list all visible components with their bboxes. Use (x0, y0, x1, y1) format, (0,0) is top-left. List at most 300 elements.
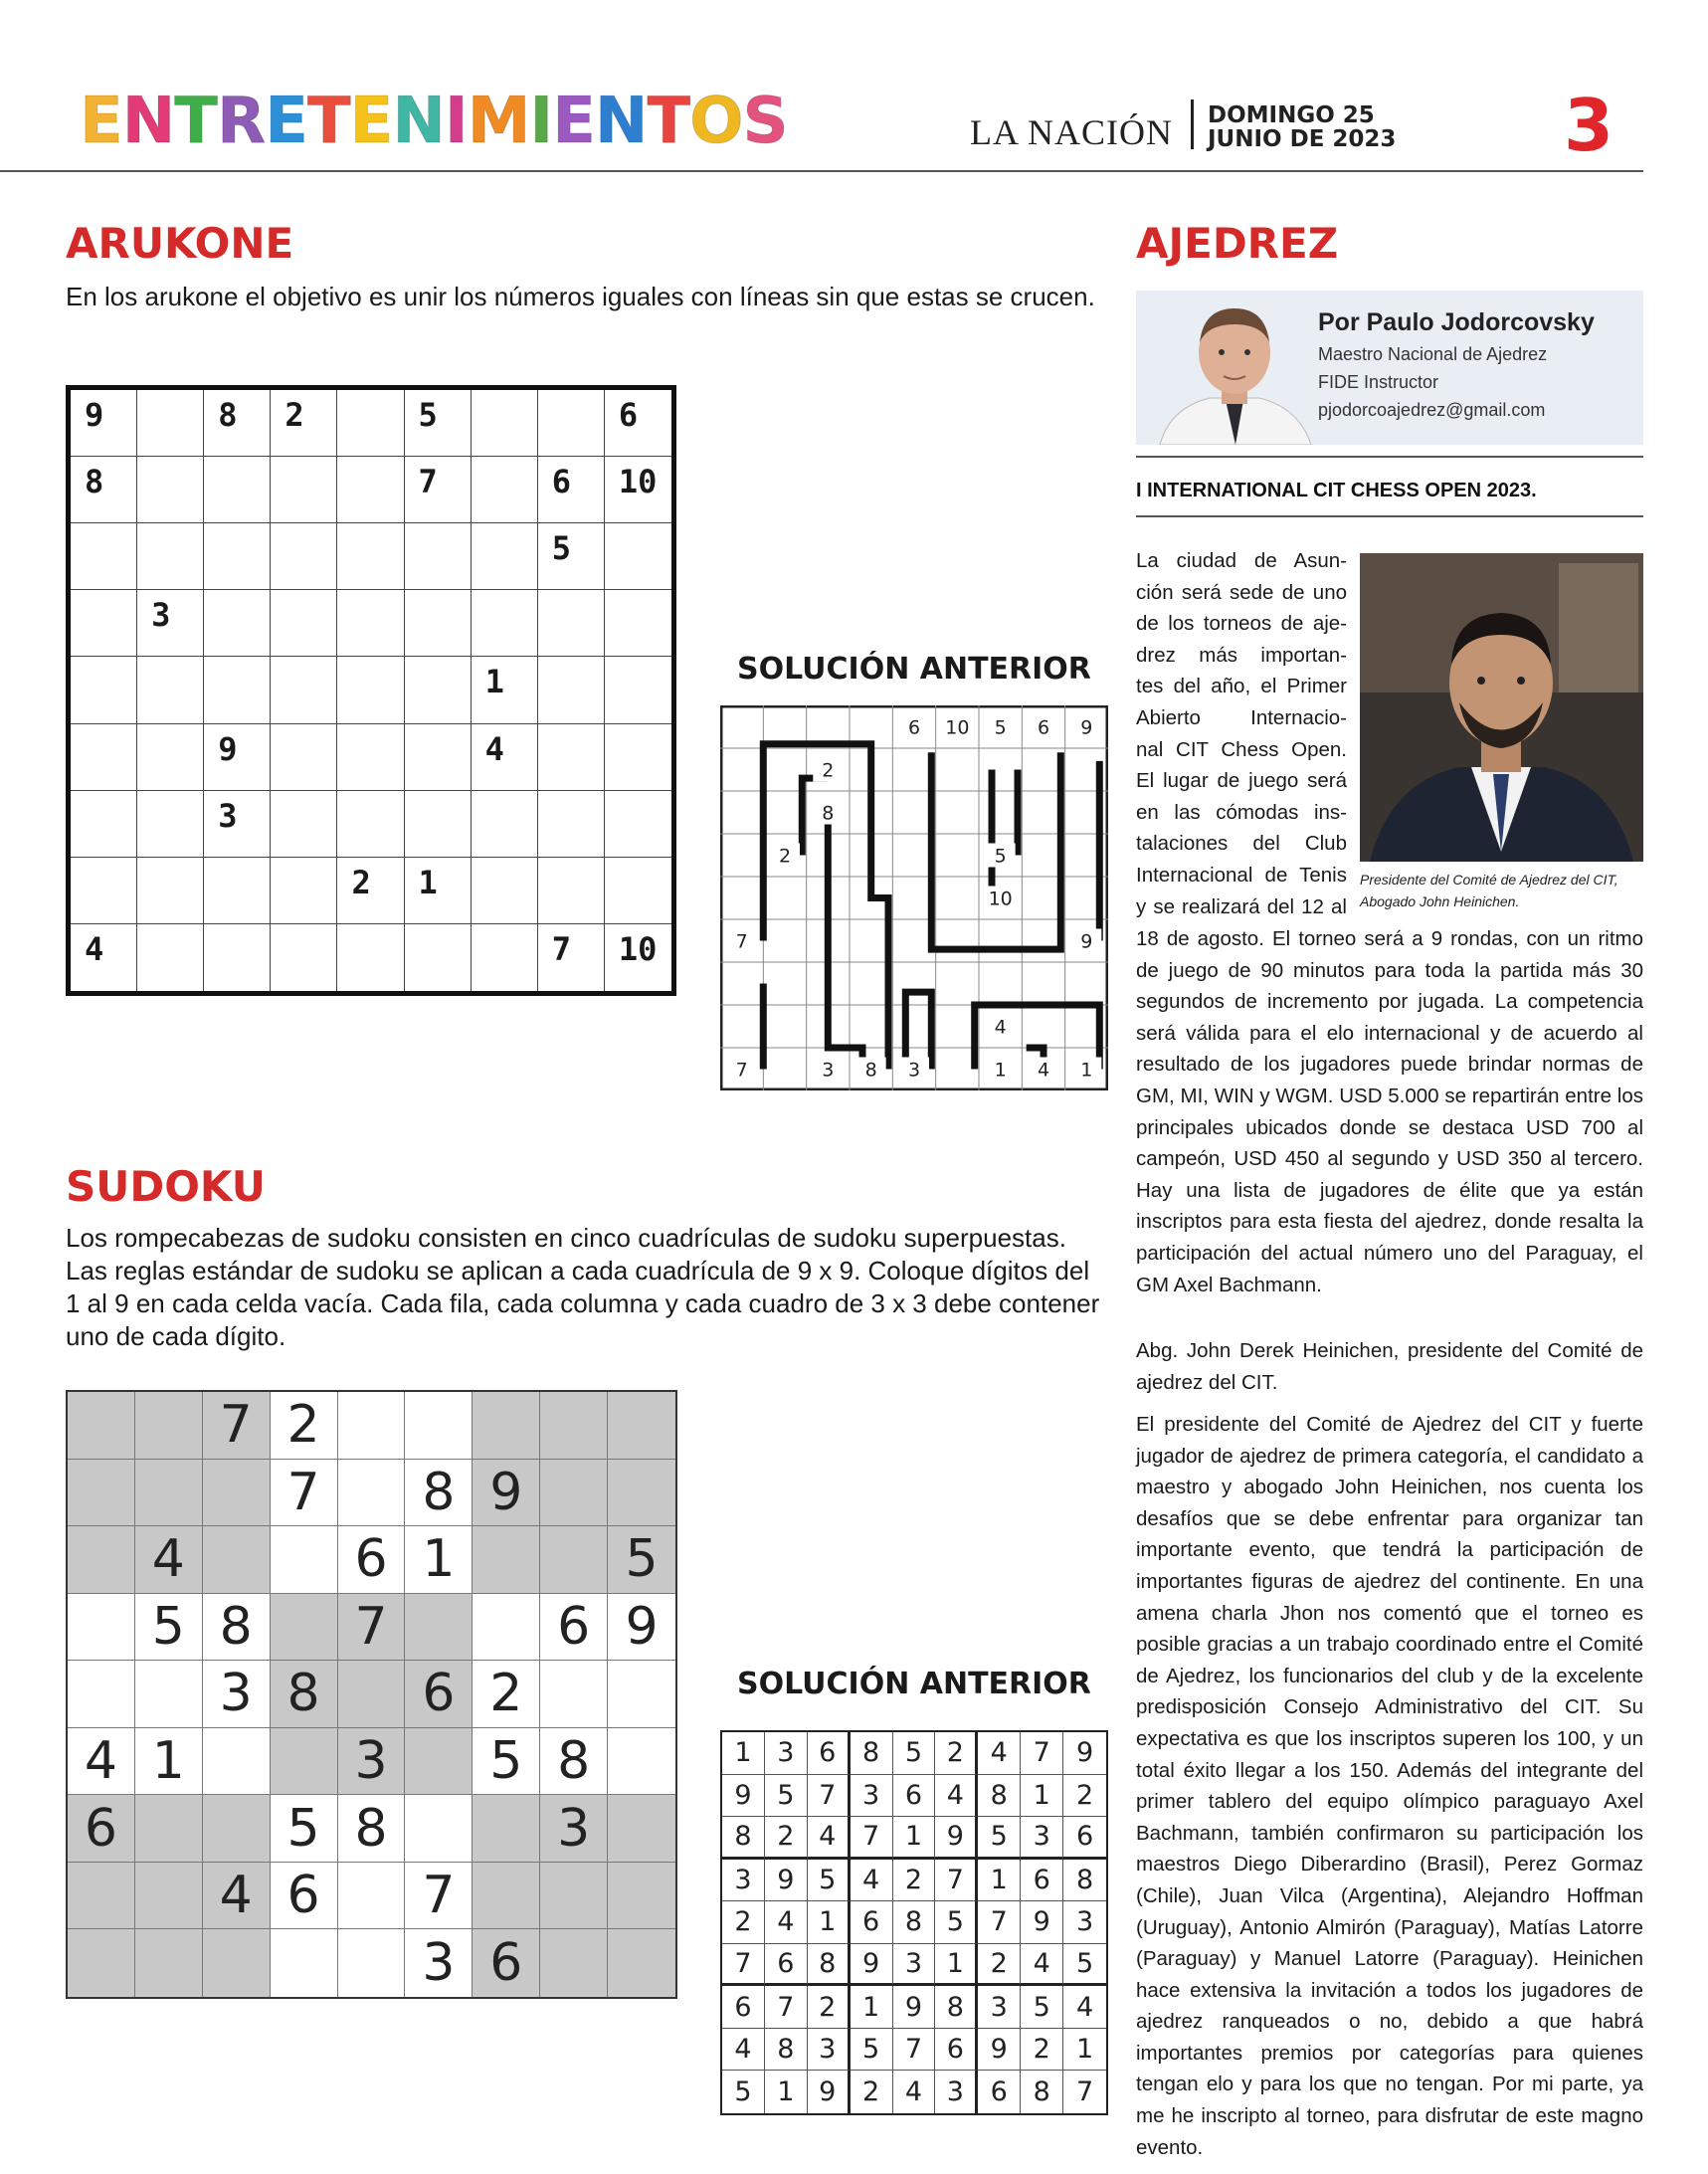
masthead-letter: N (392, 85, 443, 158)
solution-number: 2 (778, 845, 792, 868)
article-lead-line: ción será sede de uno (1136, 580, 1347, 604)
sudoku-solution-cell: 9 (978, 2029, 1021, 2072)
sudoku-solution-cell: 9 (851, 1944, 893, 1987)
arukone-cell (538, 924, 605, 991)
sudoku-solution-cell: 2 (1063, 1775, 1106, 1818)
arukone-cell (538, 724, 605, 791)
sudoku-solution-cell: 7 (1021, 1732, 1063, 1775)
article-lead-line: Abierto Internacio- (1136, 705, 1347, 729)
arukone-cell (271, 791, 337, 858)
arukone-clue: 5 (551, 529, 572, 568)
arukone-clue: 8 (85, 463, 104, 501)
arukone-cell (137, 791, 204, 858)
sudoku-cell: 3 (405, 1929, 473, 1997)
arukone-cell (204, 858, 271, 924)
sudoku-solution-cell: 3 (1021, 1817, 1063, 1860)
date-day: DOMINGO 25 (1208, 102, 1375, 128)
sudoku-puzzle-grid (66, 1390, 677, 1999)
sudoku-cell (608, 1929, 675, 1997)
sudoku-solution-cell: 3 (978, 1986, 1021, 2029)
arukone-puzzle-grid (66, 385, 676, 996)
sudoku-cell: 4 (203, 1863, 271, 1930)
arukone-clue: 6 (551, 463, 572, 501)
sudoku-solution-cell: 1 (808, 1901, 851, 1944)
arukone-title: ARUKONE (66, 219, 294, 268)
arukone-cell (405, 523, 472, 590)
arukone-cell (71, 457, 137, 523)
arukone-cell (137, 390, 204, 457)
arukone-cell (271, 657, 337, 723)
arukone-cell (472, 390, 538, 457)
sudoku-cell (540, 1526, 608, 1594)
sudoku-solution-cell: 5 (1021, 1986, 1063, 2029)
arukone-cell (71, 791, 137, 858)
sudoku-cell (540, 1929, 608, 1997)
arukone-cell (204, 523, 271, 590)
arukone-cell (405, 924, 472, 991)
arukone-cell (137, 657, 204, 723)
masthead-letter: E (552, 85, 593, 158)
sudoku-cell (540, 1863, 608, 1930)
masthead-letter: E (265, 85, 305, 158)
sudoku-solution-cell: 8 (765, 2029, 808, 2072)
solution-number: 2 (822, 759, 835, 782)
arukone-clue: 10 (618, 929, 658, 968)
sudoku-cell (338, 1661, 406, 1728)
solution-number: 6 (1037, 716, 1050, 739)
sudoku-solution-cell: 8 (935, 1986, 978, 2029)
sudoku-cell (271, 1728, 338, 1796)
sudoku-solution-cell: 9 (808, 2071, 851, 2113)
sudoku-solution-cell: 1 (935, 1944, 978, 1987)
sudoku-solution-cell: 8 (978, 1775, 1021, 1818)
sudoku-solution-cell: 1 (978, 1860, 1021, 1902)
sudoku-solution-cell: 6 (722, 1986, 765, 2029)
sudoku-cell: 8 (271, 1661, 338, 1728)
sudoku-cell (405, 1795, 473, 1863)
photo-caption: Presidente del Comité de Ajedrez del CIT, Abogado John Heinichen. (1360, 872, 1618, 909)
sudoku-solution-cell: 3 (1063, 1901, 1106, 1944)
sudoku-cell (135, 1863, 203, 1930)
article-rule (1136, 515, 1643, 517)
sudoku-solution-cell: 2 (893, 1860, 936, 1902)
arukone-cell (204, 657, 271, 723)
arukone-cell (472, 791, 538, 858)
sudoku-solution-cell: 2 (1021, 2029, 1063, 2072)
article-paragraph: El presidente del Comité de Ajedrez del CIT y fuerte jugador de ajedrez de primera categoría, el candidato a maestro y abogado John Heinichen, nos cuenta los desafíos que se debe enfrentar para organizar tan importante evento, que tendrá la participación de importantes figuras de ajedrez del continente. En una amena charla Jhon nos comentó que el torneo es posible gracias a un trabajo coordinado entre el Comité de Ajedrez, los funcionarios del club y de la excelente predisposición Consejo Administrativo del CIT. Su expectativa es que los inscriptos superen los 100, y un total éxito llegar a los 150. Además del integrante del primer tablero del equipo olímpico paraguayo Axel Bachmann, también confirmaron su participación los maestros Diego Diberardino (Brasil), Perez Gormaz (Chile), Juan Vilca (Argentina), Alejandro Hoffman (Uruguay), Antonio Almirón (Paraguay), Matías Latorre (Paraguay) y Manuel Latorre (Paraguay). Heinichen hace extensiva la invitación a todos los jugadores de ajedrez ranqueados o no, debido a que habrá importantes premios por categorías para quienes tengan elo y para los que no tengan. Por mi parte, ya me he inscripto al torneo, para disfrutar de este magno evento. (1136, 1413, 1643, 2159)
sudoku-cell: 6 (271, 1863, 338, 1930)
masthead-letter: M (467, 85, 528, 158)
sudoku-solution-cell: 5 (722, 2071, 765, 2113)
sudoku-cell: 9 (608, 1594, 675, 1662)
arukone-cell (472, 457, 538, 523)
sudoku-solution-cell: 9 (893, 1986, 936, 2029)
sudoku-solution-cell: 6 (1021, 1860, 1063, 1902)
sudoku-cell: 8 (203, 1594, 271, 1662)
arukone-clue: 9 (218, 729, 238, 768)
sudoku-solution-cell: 1 (893, 1817, 936, 1860)
arukone-cell (405, 858, 472, 924)
arukone-cell (204, 457, 271, 523)
sudoku-intro-line: 1 al 9 en cada celda vacía. Cada fila, cada columna y cada cuadro de 3 x 3 debe contener (66, 1288, 1100, 1318)
sudoku-cell (135, 1661, 203, 1728)
sudoku-solution-cell: 8 (851, 1732, 893, 1775)
arukone-cell (538, 858, 605, 924)
arukone-cell (405, 590, 472, 657)
arukone-cell (337, 858, 404, 924)
solution-number: 1 (1080, 1059, 1093, 1082)
arukone-clue: 10 (618, 463, 658, 501)
sudoku-cell: 6 (68, 1795, 135, 1863)
arukone-cell (204, 390, 271, 457)
sudoku-solution-cell: 5 (893, 1732, 936, 1775)
sudoku-solution-cell: 7 (765, 1986, 808, 2029)
arukone-clue: 7 (551, 929, 572, 968)
sudoku-cell (338, 1929, 406, 1997)
arukone-cell (337, 724, 404, 791)
masthead-letter: T (647, 85, 688, 158)
sudoku-cell: 4 (68, 1728, 135, 1796)
arukone-cell (71, 590, 137, 657)
sudoku-solution-cell: 7 (935, 1860, 978, 1902)
author-role: FIDE Instructor (1318, 372, 1439, 392)
sudoku-solution-cell: 4 (722, 2029, 765, 2072)
arukone-cell (472, 523, 538, 590)
sudoku-cell (68, 1526, 135, 1594)
author-name: Por Paulo Jodorcovsky (1318, 308, 1595, 336)
arukone-clue: 4 (484, 729, 504, 768)
sudoku-cell: 1 (405, 1526, 473, 1594)
sudoku-cell (135, 1460, 203, 1527)
arukone-cell (137, 724, 204, 791)
sudoku-solution-cell: 5 (808, 1860, 851, 1902)
sudoku-cell: 9 (473, 1460, 540, 1527)
sudoku-cell: 8 (540, 1728, 608, 1796)
sudoku-cell (405, 1594, 473, 1662)
sudoku-solution-cell: 9 (935, 1817, 978, 1860)
sudoku-solution-cell: 8 (808, 1944, 851, 1987)
arukone-intro: En los arukone el objetivo es unir los números iguales con líneas sin que estas se crucen. (66, 282, 1095, 311)
arukone-cell (271, 724, 337, 791)
arukone-cell (71, 858, 137, 924)
sudoku-solution-cell: 3 (808, 2029, 851, 2072)
sudoku-cell (271, 1594, 338, 1662)
sudoku-cell: 6 (540, 1594, 608, 1662)
sudoku-cell (68, 1863, 135, 1930)
sudoku-solution-cell: 7 (1075, 2076, 1094, 2108)
arukone-clue: 2 (351, 863, 371, 901)
arukone-cell (271, 590, 337, 657)
arukone-cell (337, 791, 404, 858)
sudoku-cell (68, 1929, 135, 1997)
arukone-cell (538, 390, 605, 457)
sudoku-cell (338, 1863, 406, 1930)
sudoku-solution-cell: 9 (1063, 1732, 1106, 1775)
sudoku-solution-cell: 6 (978, 2071, 1021, 2113)
sudoku-solution-grid (720, 1730, 1108, 2115)
sudoku-solution-cell: 8 (1063, 1860, 1106, 1902)
arukone-cell (137, 457, 204, 523)
sudoku-cell (473, 1526, 540, 1594)
sudoku-solution-cell: 6 (808, 1732, 851, 1775)
sudoku-cell: 5 (473, 1728, 540, 1796)
solution-number: 9 (1080, 716, 1093, 739)
arukone-cell (538, 523, 605, 590)
arukone-clue: 6 (618, 396, 639, 434)
article-lead-line: talaciones del Club (1136, 832, 1347, 856)
sudoku-solution-cell: 6 (893, 1775, 936, 1818)
sudoku-solution-cell: 6 (851, 1901, 893, 1944)
sudoku-solution-cell: 9 (722, 1775, 765, 1818)
solution-number: 5 (994, 845, 1007, 868)
arukone-cell (137, 523, 204, 590)
article-lead-line: de los torneos de aje- (1136, 612, 1347, 636)
sudoku-cell: 7 (203, 1392, 271, 1460)
solution-frame (721, 706, 1107, 1089)
sudoku-cell (135, 1392, 203, 1460)
arukone-cell (605, 390, 671, 457)
sudoku-solution-cell: 4 (808, 1817, 851, 1860)
sudoku-cell: 3 (540, 1795, 608, 1863)
sudoku-cell (473, 1863, 540, 1930)
sudoku-cell (68, 1460, 135, 1527)
arukone-cell (71, 523, 137, 590)
arukone-cell (271, 523, 337, 590)
solution-number: 7 (735, 1059, 748, 1082)
sudoku-cell: 1 (135, 1728, 203, 1796)
sudoku-cell (608, 1460, 675, 1527)
sudoku-cell (405, 1728, 473, 1796)
sudoku-cell (203, 1795, 271, 1863)
arukone-clue: 1 (484, 663, 504, 701)
arukone-cell (337, 523, 404, 590)
arukone-cell (271, 457, 337, 523)
sudoku-solution-cell: 3 (765, 1732, 808, 1775)
arukone-cell (71, 657, 137, 723)
sudoku-solution-cell: 7 (851, 1817, 893, 1860)
sudoku-cell: 3 (203, 1661, 271, 1728)
sudoku-cell: 5 (135, 1594, 203, 1662)
solution-number: 10 (988, 888, 1013, 910)
arukone-cell (137, 924, 204, 991)
arukone-cell (538, 457, 605, 523)
sudoku-solution-cell: 6 (1063, 1817, 1106, 1860)
arukone-cell (472, 657, 538, 723)
sudoku-cell (68, 1661, 135, 1728)
sudoku-solution-cell: 7 (722, 1944, 765, 1987)
arukone-cell (405, 457, 472, 523)
arukone-cell (204, 791, 271, 858)
arukone-solution-grid (720, 705, 1108, 1090)
sudoku-solution-cell: 5 (851, 2029, 893, 2072)
solution-number: 9 (1080, 930, 1093, 953)
arukone-cell (337, 657, 404, 723)
article-rule (1136, 456, 1643, 458)
sudoku-cell: 6 (338, 1526, 406, 1594)
sudoku-cell (68, 1594, 135, 1662)
arukone-clue: 3 (151, 596, 171, 635)
article-lead-text (1136, 545, 1347, 922)
arukone-cell (605, 523, 671, 590)
arukone-clue: 3 (218, 796, 238, 835)
arukone-clue: 2 (285, 396, 304, 434)
solution-number: 10 (945, 716, 970, 739)
arukone-cell (605, 724, 671, 791)
arukone-cell (605, 791, 671, 858)
arukone-clue: 5 (418, 396, 438, 434)
arukone-clue: 8 (218, 396, 238, 434)
solution-number: 4 (1037, 1059, 1050, 1082)
sudoku-solution-cell: 7 (808, 1775, 851, 1818)
arukone-cell (405, 724, 472, 791)
sudoku-cell: 6 (473, 1929, 540, 1997)
article-lead-line: en las cómodas ins- (1136, 800, 1347, 824)
arukone-cell (605, 457, 671, 523)
arukone-cell (538, 791, 605, 858)
sudoku-cell: 6 (405, 1661, 473, 1728)
sudoku-solution-cell: 3 (893, 1944, 936, 1987)
newspaper-brand: LA NACIÓN (970, 112, 1173, 152)
author-photo (1140, 291, 1329, 445)
article-lead-line: nal CIT Chess Open. (1136, 737, 1347, 761)
sudoku-cell (135, 1929, 203, 1997)
solution-number: 8 (864, 1059, 877, 1082)
arukone-cell (538, 590, 605, 657)
masthead-letter: N (594, 85, 646, 158)
solution-number: 8 (822, 802, 835, 825)
solution-number: 3 (907, 1059, 921, 1082)
sudoku-solution-cell: 2 (978, 1944, 1021, 1987)
sudoku-intro-line: Los rompecabezas de sudoku consisten en cinco cuadrículas de sudoku superpuestas. (66, 1223, 1066, 1253)
sudoku-solution-cell: 5 (765, 1775, 808, 1818)
section-masthead (80, 86, 786, 157)
sudoku-cell (203, 1460, 271, 1527)
arukone-cell (271, 924, 337, 991)
article-lead-line: La ciudad de Asun- (1136, 549, 1347, 572)
sudoku-cell: 3 (338, 1728, 406, 1796)
sudoku-solution-cell: 1 (1021, 1775, 1063, 1818)
sudoku-cell: 8 (405, 1460, 473, 1527)
sudoku-solution-cell: 4 (1021, 1944, 1063, 1987)
sudoku-cell: 5 (608, 1526, 675, 1594)
arukone-clue: 7 (418, 463, 438, 501)
chess-title: AJEDREZ (1136, 219, 1339, 268)
sudoku-solution-cell: 8 (893, 1901, 936, 1944)
sudoku-cell (271, 1526, 338, 1594)
sudoku-solution-cell: 4 (893, 2071, 936, 2113)
solution-number: 3 (822, 1059, 835, 1082)
sudoku-cell (540, 1392, 608, 1460)
sudoku-cell (473, 1594, 540, 1662)
sudoku-solution-cell: 2 (851, 2071, 893, 2113)
arukone-cell (605, 657, 671, 723)
arukone-cell (337, 924, 404, 991)
arukone-cell (472, 724, 538, 791)
solution-number: 6 (907, 716, 921, 739)
sudoku-intro (66, 1222, 1099, 1353)
masthead-letter: S (742, 85, 786, 158)
sudoku-cell (271, 1929, 338, 1997)
sudoku-cell (540, 1460, 608, 1527)
sudoku-solution-cell: 2 (808, 1986, 851, 2029)
arukone-clue: 1 (418, 863, 438, 901)
author-email: pjodorcoajedrez@gmail.com (1318, 400, 1546, 420)
sudoku-cell: 2 (271, 1392, 338, 1460)
sudoku-solution-cell: 1 (765, 2071, 808, 2113)
solution-number: 7 (735, 930, 748, 953)
masthead-letter: R (216, 85, 264, 158)
article-paragraph: Abg. John Derek Heinichen, presidente del Comité de ajedrez del CIT. (1136, 1339, 1643, 1394)
sudoku-solution-cell: 3 (722, 1860, 765, 1902)
sudoku-solution-cell: 1 (722, 1732, 765, 1775)
sudoku-cell (338, 1460, 406, 1527)
sudoku-solution-cell: 9 (1021, 1901, 1063, 1944)
sudoku-cell: 7 (338, 1594, 406, 1662)
sudoku-solution-cell: 9 (765, 1860, 808, 1902)
masthead-letter: E (80, 85, 120, 158)
date-month-year: JUNIO DE 2023 (1208, 126, 1397, 152)
masthead-letter: E (349, 85, 391, 158)
sudoku-solution-cell: 2 (935, 1732, 978, 1775)
sudoku-solution-cell: 5 (978, 1817, 1021, 1860)
masthead-letter: T (174, 85, 215, 158)
sudoku-cell (68, 1392, 135, 1460)
article-lead-line: tes del año, el Primer (1136, 675, 1347, 698)
page-number: 3 (1564, 84, 1614, 167)
sudoku-cell (203, 1728, 271, 1796)
article-lead-line: y se realizará del 12 al (1136, 894, 1347, 918)
sudoku-solution-cell: 6 (765, 1944, 808, 1987)
sudoku-solution-cell: 4 (765, 1901, 808, 1944)
sudoku-cell: 8 (338, 1795, 406, 1863)
masthead-letter: I (529, 85, 551, 158)
masthead-letter: O (689, 85, 741, 158)
sudoku-cell (473, 1795, 540, 1863)
sudoku-cell (608, 1795, 675, 1863)
arukone-cell (538, 657, 605, 723)
solution-number: 5 (994, 716, 1007, 739)
sudoku-solution-cell: 1 (1063, 2029, 1106, 2072)
arukone-cell (337, 590, 404, 657)
sudoku-solution-cell: 2 (765, 1817, 808, 1860)
arukone-cell (204, 724, 271, 791)
article-lead-line: Internacional de Tenis (1136, 863, 1347, 887)
arukone-cell (271, 390, 337, 457)
arukone-cell (271, 858, 337, 924)
arukone-cell (605, 858, 671, 924)
article-lead-line: drez más importan- (1136, 643, 1347, 667)
article-lead-line: El lugar de juego será (1136, 769, 1347, 793)
masthead-letter: N (121, 85, 173, 158)
sudoku-solution-cell: 1 (851, 1986, 893, 2029)
sudoku-cell: 5 (271, 1795, 338, 1863)
author-role: Maestro Nacional de Ajedrez (1318, 344, 1548, 364)
arukone-cell (472, 858, 538, 924)
arukone-cell (405, 791, 472, 858)
sudoku-cell (338, 1392, 406, 1460)
sudoku-cell (540, 1661, 608, 1728)
sudoku-cell: 2 (473, 1661, 540, 1728)
sudoku-cell (608, 1661, 675, 1728)
solution-number: 4 (994, 1016, 1007, 1039)
sudoku-solution-cell: 8 (1021, 2071, 1063, 2113)
arukone-cell (71, 924, 137, 991)
sudoku-solution-cell: 5 (935, 1901, 978, 1944)
sudoku-cell (203, 1929, 271, 1997)
sudoku-solution-cell: 4 (935, 1775, 978, 1818)
sudoku-cell (405, 1392, 473, 1460)
arukone-cell (337, 390, 404, 457)
